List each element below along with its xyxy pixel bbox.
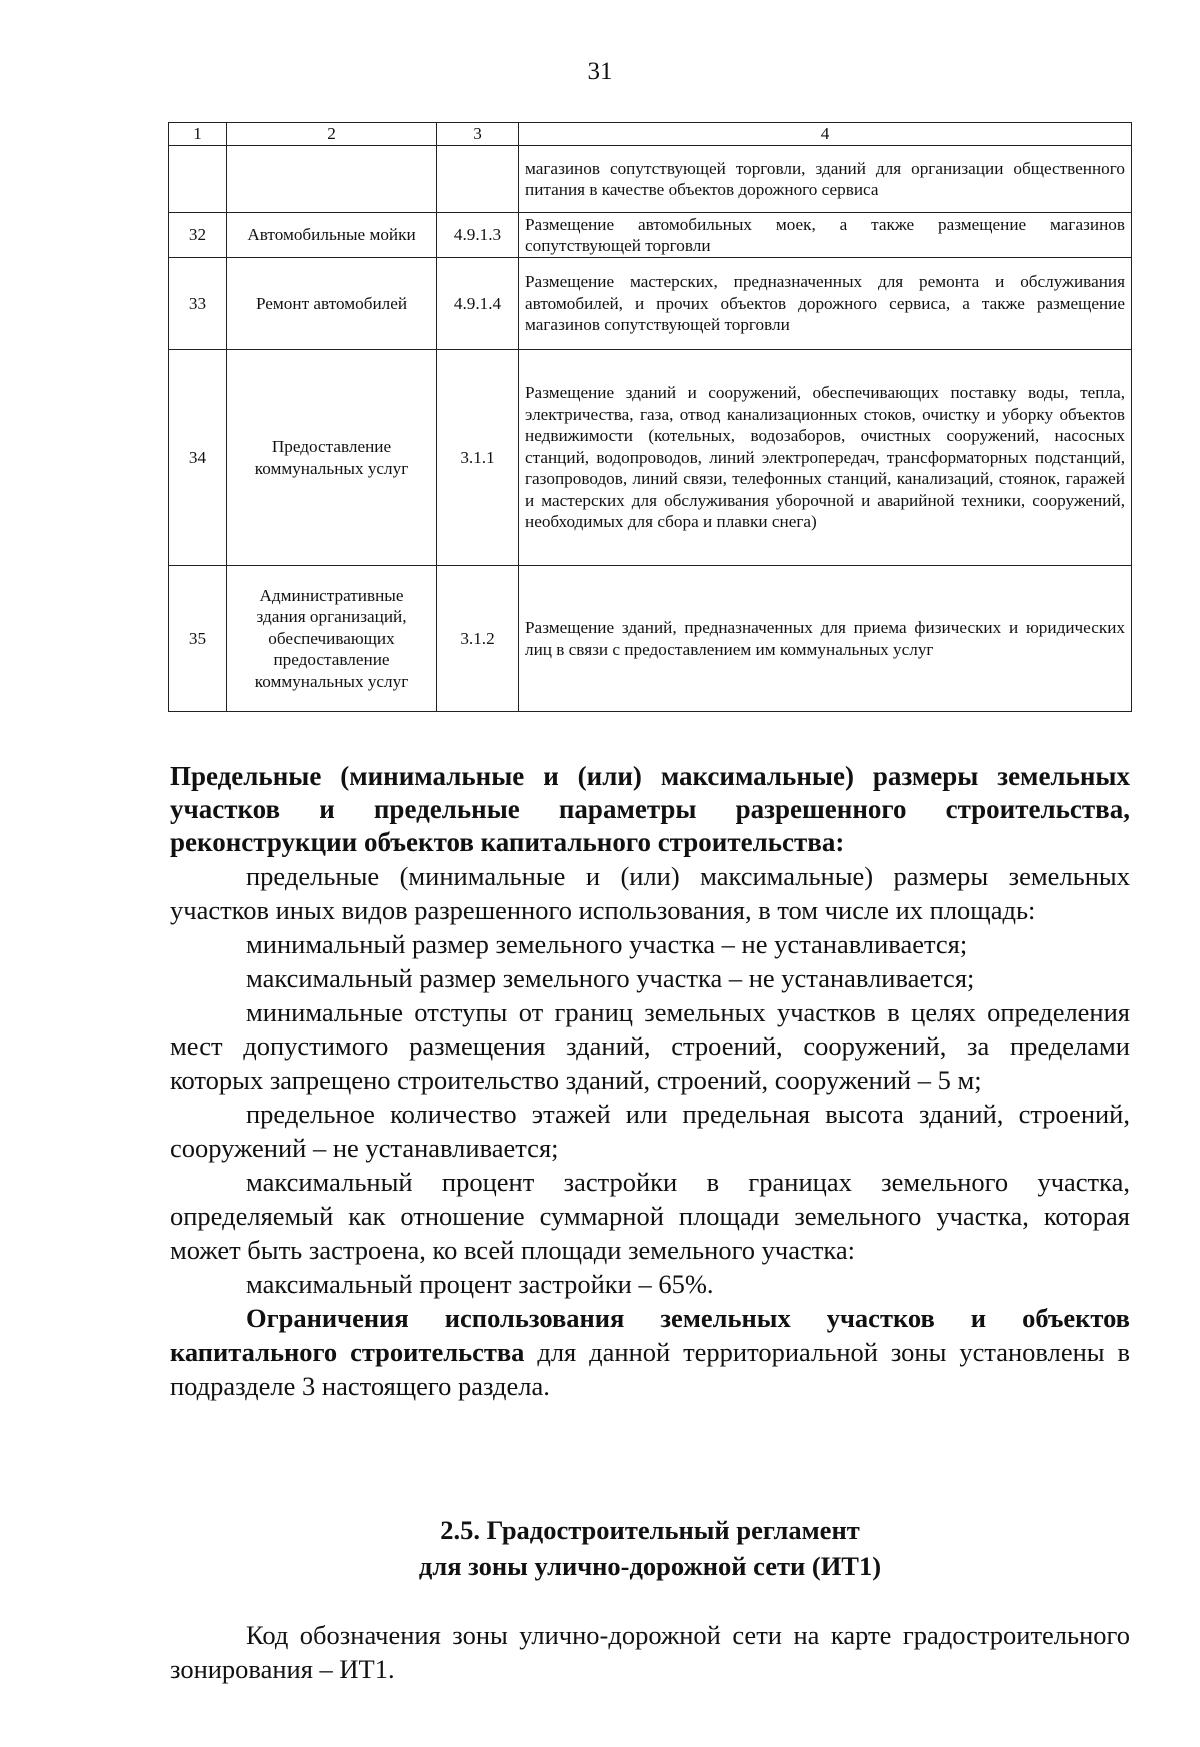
table-row [169,258,1132,350]
land-use-table [168,122,1132,712]
restrictions-paragraph [170,1301,1130,1403]
row-number: 32 [169,213,227,258]
row-name: Ремонт автомобилей [227,258,437,350]
row-number: 33 [169,258,227,350]
row-description: Размещение мастерских, предназначенных для ремонта и обслуживания автомобилей, и прочих объектов дорожного сервиса, а также размещение магазинов сопутствующей торговли [519,258,1132,350]
row-description: Размещение зданий, предназначенных для приема физических и юридических лиц в связи с предоставлением им коммунальных услуг [519,566,1132,712]
restrictions-bold: Ограничения использования земельных участков и объектов капитального строительства [170,1303,1130,1367]
limits-block [170,760,1130,1403]
row-code [437,146,519,213]
section-title-line2: для зоны улично-дорожной сети (ИТ1) [418,1551,882,1581]
table-row [169,566,1132,712]
table-row [169,146,1132,213]
row-name [227,146,437,213]
limits-paragraph: предельное количество этажей или предельная высота зданий, строений, сооружений – не устанавливается; [170,1099,1130,1163]
zone-code-paragraph [170,1618,1130,1686]
row-description: магазинов сопутствующей торговли, зданий для организации общественного питания в качестве объектов дорожного сервиса [519,146,1132,213]
limits-paragraph: минимальный размер земельного участка – не устанавливается; [246,929,968,959]
row-description: Размещение автомобильных моек, а также размещение магазинов сопутствующей торговли [519,213,1132,258]
row-name: Административные здания организаций, обеспечивающих предоставление коммунальных услуг [227,566,437,712]
header-cell-3: 3 [437,123,519,146]
row-name: Предоставление коммунальных услуг [227,350,437,566]
row-name: Автомобильные мойки [227,213,437,258]
table-header-row [169,123,1132,146]
limits-heading: Предельные (минимальные и (или) максимальные) размеры земельных участков и предельные параметры разрешенного строительства, реконструкции объектов капитального строительства: [170,761,1130,857]
section-heading [170,1512,1130,1584]
header-cell-4: 4 [519,123,1132,146]
restrictions-rest: для данной территориальной зоны установлены в подразделе 3 настоящего раздела. [170,1337,1130,1401]
limits-paragraph: минимальные отступы от границ земельных участков в целях определения мест допустимого размещения зданий, строений, сооружений, за пределами которых запрещено строительство зданий, строений, сооружений – 5 м; [170,997,1130,1095]
row-code: 4.9.1.4 [437,258,519,350]
header-cell-2: 2 [227,123,437,146]
zone-code-text: Код обозначения зоны улично-дорожной сети на карте градостроительного зонирования – ИТ1. [170,1620,1130,1684]
limits-paragraph: максимальный размер земельного участка – не устанавливается; [246,963,975,993]
limits-paragraph: максимальный процент застройки в границах земельного участка, определяемый как отношение суммарной площади земельного участка, которая может быть застроена, ко всей площади земельного участка: [170,1167,1130,1265]
header-cell-1: 1 [169,123,227,146]
row-number: 34 [169,350,227,566]
limits-paragraph: максимальный процент застройки – 65%. [246,1269,714,1299]
row-code: 4.9.1.3 [437,213,519,258]
page-number: 31 [587,58,613,85]
section-title-line1: 2.5. Градостроительный регламент [440,1515,860,1545]
row-code: 3.1.2 [437,566,519,712]
row-code: 3.1.1 [437,350,519,566]
table-row [169,213,1132,258]
row-description: Размещение зданий и сооружений, обеспечивающих поставку воды, тепла, электричества, газа, отвод канализационных стоков, очистку и уборку объектов недвижимости (котельных, водозаборов, очистных сооружений, насосных станций, водопроводов, линий электропередач, трансформаторных подстанций, газопроводов, линий связи, телефонных станций, канализаций, стоянок, гаражей и мастерских для обслуживания уборочной и аварийной техники, сооружений, необходимых для сбора и плавки снега) [519,350,1132,566]
limits-paragraph: предельные (минимальные и (или) максимальные) размеры земельных участков иных видов разрешенного использования, в том числе их площадь: [170,861,1130,925]
row-number: 35 [169,566,227,712]
table-row [169,350,1132,566]
row-number [169,146,227,213]
